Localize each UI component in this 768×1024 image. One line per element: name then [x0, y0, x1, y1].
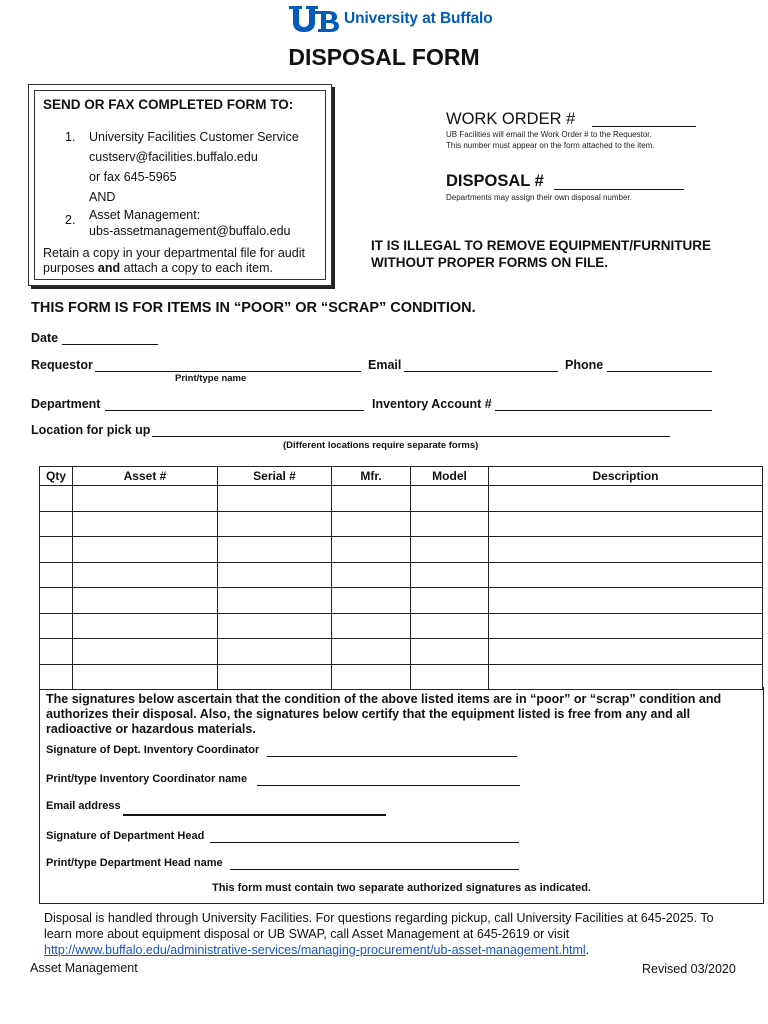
ub-logo: [288, 4, 493, 34]
cell-mfr[interactable]: [332, 639, 411, 665]
list-number-1: 1.: [65, 130, 76, 144]
department-head-name-field[interactable]: [230, 869, 519, 870]
cell-model[interactable]: [411, 613, 489, 639]
phone-field[interactable]: [607, 371, 712, 372]
form-title: DISPOSAL FORM: [288, 44, 480, 70]
cell-qty[interactable]: [40, 613, 73, 639]
footer-revision: Revised 03/2020: [642, 962, 736, 976]
table-row: [40, 537, 763, 563]
asset-management-link[interactable]: http://www.buffalo.edu/administrative-services/managing-procurement/ub-asset-management.html: [44, 943, 586, 957]
work-order-field[interactable]: [592, 126, 696, 127]
print-type-name-hint: Print/type name: [175, 373, 247, 384]
list-number-2: 2.: [65, 213, 76, 227]
email-address-field[interactable]: [123, 814, 386, 816]
cell-description[interactable]: [489, 588, 763, 614]
items-table: [39, 466, 763, 690]
department-head-signature-field[interactable]: [210, 842, 519, 843]
cell-qty[interactable]: [40, 664, 73, 690]
work-order-note-2: This number must appear on the form attached to the item.: [446, 141, 655, 150]
cell-serial[interactable]: [218, 664, 332, 690]
department-label: Department: [31, 397, 101, 411]
column-header-qty: Qty: [40, 467, 73, 486]
requestor-label: Requestor: [31, 358, 93, 372]
and-text: AND: [89, 190, 116, 204]
footer-note: Disposal is handled through University Facilities. For questions regarding pickup, call University Facilities at 645-2025. To learn more about equipment disposal or UB SWAP, call Asset Management at 645-2619 or visit http://www.buffalo.edu/administrative-services/managing-procurement/ub-asset-management.html.: [44, 911, 714, 957]
cell-serial[interactable]: [218, 562, 332, 588]
cell-description[interactable]: [489, 537, 763, 563]
department-head-name-label: Print/type Department Head name: [46, 857, 223, 869]
work-order-note-1: UB Facilities will email the Work Order # to the Requestor.: [446, 130, 652, 139]
cell-serial[interactable]: [218, 613, 332, 639]
cell-serial[interactable]: [218, 639, 332, 665]
cell-mfr[interactable]: [332, 664, 411, 690]
send-instructions-box: [28, 84, 332, 286]
signature-section: [39, 687, 764, 904]
condition-notice: THIS FORM IS FOR ITEMS IN “POOR” OR “SCRAP” CONDITION.: [31, 300, 476, 316]
location-label: Location for pick up: [31, 423, 151, 437]
facilities-email: custserv@facilities.buffalo.edu: [89, 150, 258, 164]
cell-qty[interactable]: [40, 639, 73, 665]
cell-description[interactable]: [489, 511, 763, 537]
cell-asset[interactable]: [73, 639, 218, 665]
coordinator-name-field[interactable]: [257, 785, 520, 786]
cell-qty[interactable]: [40, 562, 73, 588]
email-label: Email: [368, 358, 402, 372]
disposal-note: Departments may assign their own disposal number.: [446, 193, 632, 202]
cell-serial[interactable]: [218, 588, 332, 614]
table-row: [40, 664, 763, 690]
cell-description[interactable]: [489, 664, 763, 690]
facilities-name: University Facilities Customer Service: [89, 130, 299, 144]
disposal-number-field[interactable]: [554, 189, 684, 190]
cell-mfr[interactable]: [332, 511, 411, 537]
cell-asset[interactable]: [73, 511, 218, 537]
table-row: [40, 588, 763, 614]
location-note: (Different locations require separate forms): [283, 440, 479, 451]
email-field[interactable]: [404, 371, 558, 372]
inventory-account-field[interactable]: [495, 410, 712, 411]
cell-serial[interactable]: [218, 486, 332, 512]
illegal-notice: IT IS ILLEGAL TO REMOVE EQUIPMENT/FURNITURE WITHOUT PROPER FORMS ON FILE.: [371, 238, 712, 270]
cell-asset[interactable]: [73, 537, 218, 563]
inventory-account-label: Inventory Account #: [372, 397, 492, 411]
cell-description[interactable]: [489, 562, 763, 588]
cell-qty[interactable]: [40, 537, 73, 563]
cell-model[interactable]: [411, 639, 489, 665]
disposal-number-label: DISPOSAL #: [446, 172, 544, 190]
department-head-signature-label: Signature of Department Head: [46, 830, 205, 842]
coordinator-signature-label: Signature of Dept. Inventory Coordinator: [46, 744, 260, 756]
two-signatures-requirement: This form must contain two separate authorized signatures as indicated.: [212, 882, 591, 894]
cell-qty[interactable]: [40, 588, 73, 614]
cell-mfr[interactable]: [332, 562, 411, 588]
cell-model[interactable]: [411, 511, 489, 537]
cell-asset[interactable]: [73, 613, 218, 639]
table-row: [40, 613, 763, 639]
column-header-asset: Asset #: [73, 467, 218, 486]
table-row: [40, 511, 763, 537]
cell-mfr[interactable]: [332, 588, 411, 614]
requestor-field[interactable]: [95, 371, 361, 372]
cell-qty[interactable]: [40, 511, 73, 537]
cell-model[interactable]: [411, 588, 489, 614]
coordinator-signature-field[interactable]: [267, 756, 517, 757]
send-heading: SEND OR FAX COMPLETED FORM TO:: [43, 97, 294, 112]
cell-asset[interactable]: [73, 588, 218, 614]
cell-asset[interactable]: [73, 486, 218, 512]
date-label: Date: [31, 331, 59, 345]
column-header-mfr: Mfr.: [332, 467, 411, 486]
work-order-label: WORK ORDER #: [446, 110, 576, 128]
asset-management-label: Asset Management:: [89, 208, 201, 222]
cell-mfr[interactable]: [332, 613, 411, 639]
location-field[interactable]: [152, 436, 670, 437]
cell-model[interactable]: [411, 562, 489, 588]
cell-description[interactable]: [489, 486, 763, 512]
cell-mfr[interactable]: [332, 537, 411, 563]
table-row: [40, 562, 763, 588]
cell-model[interactable]: [411, 486, 489, 512]
table-header-row: [40, 467, 763, 486]
cell-mfr[interactable]: [332, 486, 411, 512]
email-address-label: Email address: [46, 800, 121, 812]
footer-department: Asset Management: [30, 961, 138, 975]
retain-copy-note: Retain a copy in your departmental file for audit purposes and attach a copy to each item.: [43, 246, 305, 275]
cell-description[interactable]: [489, 639, 763, 665]
facilities-fax: or fax 645-5965: [89, 170, 177, 184]
column-header-description: Description: [489, 467, 763, 486]
date-field[interactable]: [62, 344, 158, 345]
logo-text: University at Buffalo: [344, 10, 493, 27]
cell-serial[interactable]: [218, 511, 332, 537]
column-header-model: Model: [411, 467, 489, 486]
cell-asset[interactable]: [73, 562, 218, 588]
cell-description[interactable]: [489, 613, 763, 639]
coordinator-name-label: Print/type Inventory Coordinator name: [46, 773, 248, 785]
table-row: [40, 486, 763, 512]
column-header-serial: Serial #: [218, 467, 332, 486]
ub-logo-icon: [288, 5, 340, 33]
table-row: [40, 639, 763, 665]
cell-model[interactable]: [411, 537, 489, 563]
cell-serial[interactable]: [218, 537, 332, 563]
phone-label: Phone: [565, 358, 604, 372]
signature-intro: The signatures below ascertain that the condition of the above listed items are in “poor” or “scrap” condition and authorizes their disposal. Also, the signatures below certify that the equipment listed is free from any and all radioactive or hazardous materials.: [46, 692, 722, 736]
cell-qty[interactable]: [40, 486, 73, 512]
cell-asset[interactable]: [73, 664, 218, 690]
department-field[interactable]: [105, 410, 364, 411]
asset-management-email: ubs-assetmanagement@buffalo.edu: [89, 224, 291, 238]
cell-model[interactable]: [411, 664, 489, 690]
